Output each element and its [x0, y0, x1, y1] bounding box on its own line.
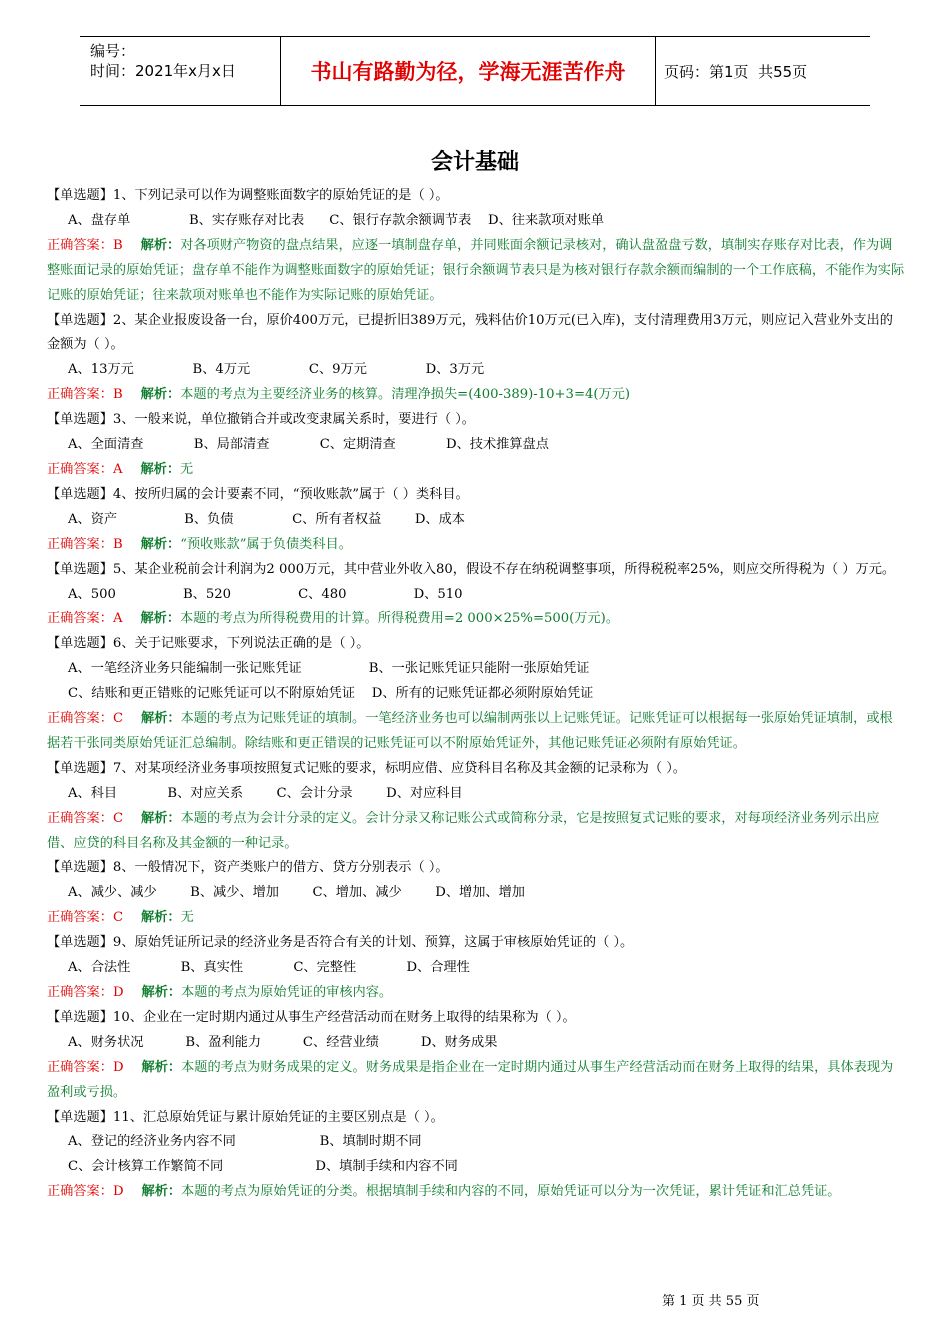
explain-text: 无 [180, 461, 194, 477]
answer-line [47, 383, 905, 408]
page-footer: 第 1 页 共 55 页 [662, 1294, 760, 1309]
question-options: A、全面清查 B、局部清查 C、定期清查 D、技术推算盘点 [68, 437, 549, 453]
question-text: 【单选题】3、一般来说，单位撤销合并或改变隶属关系时，要进行（ ）。 [47, 412, 475, 428]
explain-label: 解析： [141, 810, 181, 826]
answer-line [47, 807, 905, 857]
explain-text: 本题的考点为主要经济业务的核算。清理净损失=(400-389)-10+3=4(万元) [180, 387, 631, 403]
explain-label: 解析： [140, 237, 181, 253]
answer-value: C [112, 810, 124, 826]
question-options: C、结账和更正错账的记账凭证可以不附原始凭证 D、所有的记账凭证都必须附原始凭证 [68, 686, 594, 702]
explain-label: 解析： [141, 985, 182, 1000]
answer-label: 正确答案： [47, 387, 113, 403]
answer-value: C [112, 711, 124, 727]
question-options: A、财务状况 B、盈利能力 C、经营业绩 D、财务成果 [68, 1034, 498, 1050]
explain-text: 本题的考点为财务成果的定义。财务成果是指企业在一定时期内通过从事生产经营活动而在财务上取得的结果，具体表现为盈利或亏损。 [47, 1059, 894, 1100]
answer-value: C [112, 910, 124, 926]
question-options: A、盘存单 B、实存账存对比表 C、银行存款余额调节表 D、往来款项对账单 [68, 212, 605, 228]
answer-line [47, 458, 905, 483]
answer-line [47, 234, 905, 309]
answer-line [47, 607, 905, 632]
answer-value: B [112, 237, 123, 253]
page-header [80, 36, 870, 106]
explain-text: 本题的考点为记账凭证的填制。一笔经济业务也可以编制两张以上记账凭证。记账凭证可以根据每一张原始凭证填制，或根据若干张同类原始凭证汇总编制。除结账和更正错误的记账凭证可以不附原始凭证外，其他记账凭证必须附有原始凭证。 [47, 711, 893, 751]
question-options: A、一笔经济业务只能编制一张记账凭证 B、一张记账凭证只能附一张原始凭证 [68, 661, 590, 677]
explain-text: 本题的考点为原始凭证的审核内容。 [181, 985, 393, 1000]
explain-text: “预收账款”属于负债类科目。 [180, 536, 352, 552]
explain-label: 解析： [140, 611, 181, 627]
explain-label: 解析： [141, 711, 181, 727]
explain-text: 本题的考点为原始凭证的分类。根据填制手续和内容的不同，原始凭证可以分为一次凭证，累计凭证和汇总凭证。 [181, 1184, 841, 1200]
question-options: A、资产 B、负债 C、所有者权益 D、成本 [68, 511, 465, 527]
answer-value: D [112, 1184, 124, 1200]
explain-text: 本题的考点为所得税费用的计算。所得税费用=2 000×25%=500(万元)。 [180, 611, 620, 627]
question-text: 【单选题】6、关于记账要求，下列说法正确的是（ ）。 [47, 636, 370, 652]
answer-value: D [112, 985, 124, 1000]
header-page-info: 页码：第1页 共55页 [664, 62, 808, 81]
time-label: 时间：2021年x月x日 [90, 62, 236, 80]
question-options: C、会计核算工作繁简不同 D、填制手续和内容不同 [68, 1159, 458, 1175]
explain-label: 解析： [140, 461, 181, 477]
explain-label: 解析： [140, 387, 181, 403]
explain-text: 本题的考点为会计分录的定义。会计分录又称记账公式或简称分录，它是按照复式记账的要求，对每项经济业务列示出应借、应贷的科目名称及其金额的一种记录。 [47, 810, 880, 851]
question-text: 【单选题】2、某企业报废设备一台，原价400万元，已提折旧389万元，残料估价10万元(已入库)，支付清理费用3万元，则应记入营业外支出的金额为（ ）。 [47, 312, 893, 353]
answer-value: B [112, 387, 123, 403]
answer-line [47, 533, 905, 558]
answer-line [47, 1056, 905, 1106]
answer-label: 正确答案： [47, 536, 113, 552]
question-options: A、科目 B、对应关系 C、会计分录 D、对应科目 [68, 785, 463, 801]
question-text: 【单选题】5、某企业税前会计利润为2 000万元，其中营业外收入80，假设不存在纳税调整事项，所得税税率25%，则应交所得税为（ ）万元。 [47, 561, 896, 577]
document-title: 会计基础 [430, 150, 519, 175]
answer-value: A [112, 461, 123, 477]
question-text: 【单选题】10、企业在一定时期内通过从事生产经营活动而在财务上取得的结果称为（ ）。 [47, 1009, 576, 1025]
explain-label: 解析： [141, 1059, 182, 1075]
answer-value: B [112, 536, 123, 552]
explain-label: 解析： [140, 536, 181, 552]
answer-value: A [112, 611, 123, 627]
answer-label: 正确答案： [47, 711, 113, 727]
answer-label: 正确答案： [47, 1059, 113, 1075]
answer-line [47, 707, 905, 757]
header-motto: 书山有路勤为径，学海无涯苦作舟 [280, 37, 656, 105]
answer-line [47, 906, 905, 931]
question-list [47, 184, 905, 1205]
code-label: 编号： [90, 42, 136, 60]
answer-line [47, 981, 905, 1006]
question-text: 【单选题】11、汇总原始凭证与累计原始凭证的主要区别点是（ ）。 [47, 1109, 444, 1125]
question-options: A、500 B、520 C、480 D、510 [68, 586, 463, 602]
question-text: 【单选题】8、一般情况下，资产类账户的借方、贷方分别表示（ ）。 [47, 860, 449, 876]
answer-value: D [112, 1059, 124, 1075]
answer-label: 正确答案： [47, 910, 113, 926]
question-text: 【单选题】1、下列记录可以作为调整账面数字的原始凭证的是（ ）。 [47, 188, 449, 203]
question-text: 【单选题】9、原始凭证所记录的经济业务是否符合有关的计划、预算，这属于审核原始凭证的（ ）。 [47, 935, 634, 951]
question-options: A、合法性 B、真实性 C、完整性 D、合理性 [68, 960, 470, 976]
question-options: A、登记的经济业务内容不同 B、填制时期不同 [68, 1134, 422, 1150]
explain-label: 解析： [141, 1184, 182, 1200]
question-text: 【单选题】4、按所归属的会计要素不同，“预收账款”属于（ ）类科目。 [47, 486, 469, 502]
question-options: A、13万元 B、4万元 C、9万元 D、3万元 [68, 362, 485, 378]
explain-text: 无 [180, 910, 194, 926]
question-options: A、减少、减少 B、减少、增加 C、增加、减少 D、增加、增加 [68, 885, 525, 901]
answer-label: 正确答案： [47, 611, 113, 627]
answer-line [47, 1180, 905, 1205]
header-meta [80, 37, 280, 105]
answer-label: 正确答案： [47, 1184, 113, 1200]
answer-label: 正确答案： [47, 237, 113, 253]
explain-text: 对各项财产物资的盘点结果，应逐一填制盘存单，并同账面余额记录核对，确认盘盈盘亏数，填制实存账存对比表，作为调整账面记录的原始凭证；盘存单不能作为调整账面数字的原始凭证；银行余额调节表只是为核对银行存款余额而编制的一个工作底稿，不能作为实际记账的原始凭证；往来款项对账单也不能作为实际记账的原始凭证。 [47, 237, 905, 303]
answer-label: 正确答案： [47, 810, 113, 826]
answer-label: 正确答案： [47, 985, 113, 1000]
question-text: 【单选题】7、对某项经济业务事项按照复式记账的要求，标明应借、应贷科目名称及其金额的记录称为（ ）。 [47, 760, 686, 776]
answer-label: 正确答案： [47, 461, 113, 477]
explain-label: 解析： [141, 910, 181, 926]
